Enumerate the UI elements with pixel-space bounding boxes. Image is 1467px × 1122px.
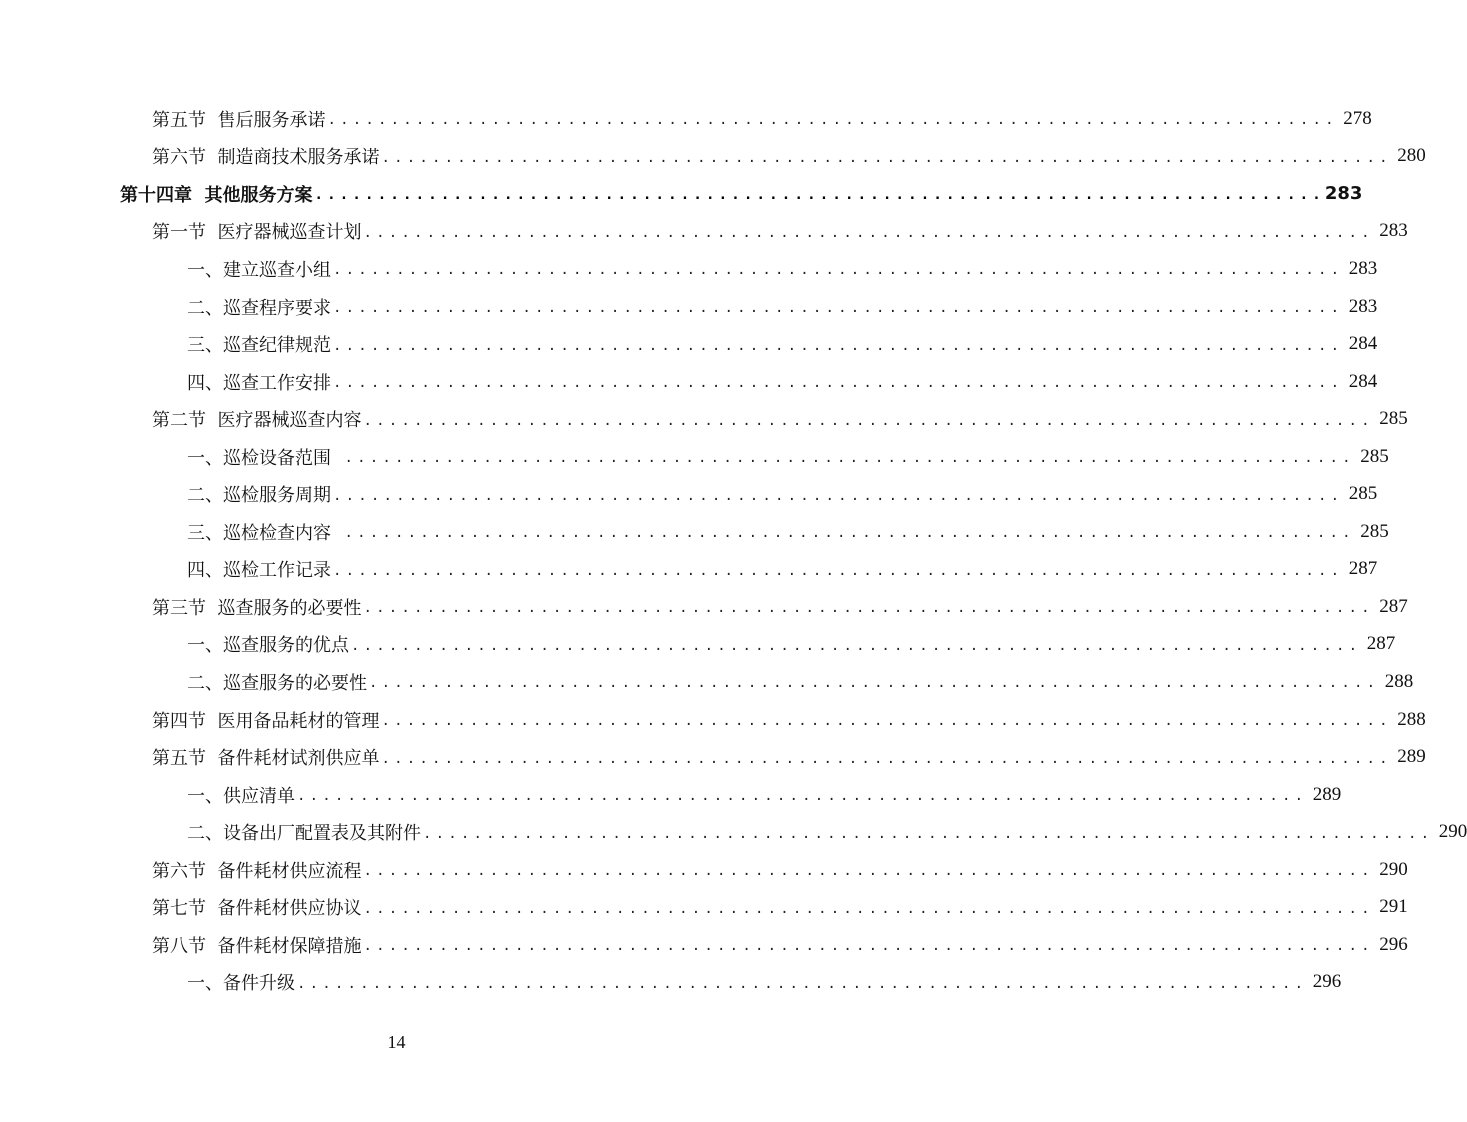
toc-entry-page-number: 288 <box>1397 708 1426 730</box>
toc-section-entry[interactable] <box>0 588 1408 626</box>
toc-leader-dots: ................................................................................ <box>381 149 1392 166</box>
toc-entry-title: 第二节 医疗器械巡查内容 <box>152 410 362 432</box>
toc-item-entry[interactable] <box>0 250 1378 288</box>
toc-item-entry[interactable] <box>0 438 1389 476</box>
toc-entry-page-number: 289 <box>1312 783 1342 805</box>
toc-leader-dots: ................................................................................ <box>297 788 1308 805</box>
toc-leader-dots: ................................................................................ <box>363 412 1374 429</box>
toc-leader-dots: ................................................................................ <box>381 750 1392 767</box>
toc-entry-title: 四、巡查工作安排 <box>187 372 331 394</box>
toc-leader-dots: ................................................................................ <box>297 975 1308 992</box>
toc-entry-page-number: 285 <box>1348 483 1378 505</box>
toc-entry-page-number: 290 <box>1379 858 1408 880</box>
toc-item-entry[interactable] <box>0 964 1342 1002</box>
toc-section-entry[interactable] <box>0 701 1426 739</box>
toc-entry-title: 二、设备出厂配置表及其附件 <box>187 823 421 845</box>
toc-leader-dots: ................................................................................ <box>381 713 1392 730</box>
table-of-contents <box>0 100 1467 1001</box>
toc-entry-title: 第五节 备件耗材试剂供应单 <box>152 748 380 770</box>
toc-section-entry[interactable] <box>0 926 1408 964</box>
toc-entry-page-number: 283 <box>1348 257 1378 279</box>
toc-entry-page-number: 289 <box>1397 746 1426 768</box>
toc-entry-title: 三、巡检检查内容 <box>187 522 343 544</box>
toc-item-entry[interactable] <box>0 551 1378 589</box>
toc-entry-title: 一、建立巡查小组 <box>187 259 331 281</box>
toc-entry-title: 第四节 医用备品耗材的管理 <box>152 710 380 732</box>
toc-section-entry[interactable] <box>0 100 1372 138</box>
toc-entry-title: 第五节 售后服务承诺 <box>152 109 326 131</box>
toc-entry-title: 第六节 制造商技术服务承诺 <box>152 147 380 169</box>
toc-entry-page-number: 284 <box>1348 333 1378 355</box>
toc-section-entry[interactable] <box>0 888 1408 926</box>
toc-leader-dots: ................................................................................ <box>363 900 1374 917</box>
toc-entry-page-number: 285 <box>1379 408 1408 430</box>
toc-item-entry[interactable] <box>0 325 1378 363</box>
toc-entry-page-number: 291 <box>1379 896 1408 918</box>
page-number: 14 <box>387 1032 406 1052</box>
toc-entry-page-number: 287 <box>1348 558 1378 580</box>
toc-leader-dots: ................................................................................ <box>333 262 1344 279</box>
toc-entry-title: 第六节 备件耗材供应流程 <box>152 860 362 882</box>
toc-entry-page-number: 283 <box>1379 220 1408 242</box>
toc-entry-title: 第八节 备件耗材保障措施 <box>152 935 362 957</box>
toc-section-entry[interactable] <box>0 213 1408 251</box>
toc-entry-page-number: 285 <box>1360 445 1389 467</box>
toc-entry-page-number: 285 <box>1360 520 1389 542</box>
toc-leader-dots: ................................................................................ <box>344 525 1355 542</box>
toc-item-entry[interactable] <box>0 363 1378 401</box>
toc-leader-dots: ................................................................................ <box>333 375 1344 392</box>
toc-entry-title: 二、巡查程序要求 <box>187 297 331 319</box>
toc-entry-page-number: 287 <box>1366 633 1396 655</box>
toc-chapter-entry[interactable] <box>0 175 1363 213</box>
toc-leader-dots: ................................................................................ <box>333 487 1344 504</box>
toc-entry-page-number: 280 <box>1397 145 1426 167</box>
toc-entry-title: 二、巡检服务周期 <box>187 485 331 507</box>
toc-entry-title: 一、供应清单 <box>187 785 295 807</box>
toc-leader-dots: ................................................................................ <box>351 637 1362 654</box>
toc-item-entry[interactable] <box>0 288 1378 326</box>
toc-entry-title: 三、巡查纪律规范 <box>187 335 331 357</box>
toc-entry-page-number: 283 <box>1324 183 1363 205</box>
toc-entry-title: 第一节 医疗器械巡查计划 <box>152 222 362 244</box>
toc-entry-page-number: 296 <box>1312 971 1342 993</box>
toc-entry-page-number: 284 <box>1348 370 1378 392</box>
toc-entry-title: 一、备件升级 <box>187 973 295 995</box>
toc-entry-title: 第三节 巡查服务的必要性 <box>152 597 362 619</box>
toc-entry-title: 四、巡检工作记录 <box>187 560 331 582</box>
toc-entry-page-number: 290 <box>1438 821 1467 843</box>
toc-leader-dots: ................................................................................ <box>363 224 1374 241</box>
toc-entry-page-number: 283 <box>1348 295 1378 317</box>
toc-leader-dots: ................................................................................ <box>363 938 1374 955</box>
toc-entry-title: 一、巡查服务的优点 <box>187 635 349 657</box>
toc-section-entry[interactable] <box>0 400 1408 438</box>
toc-entry-title: 第七节 备件耗材供应协议 <box>152 898 362 920</box>
toc-entry-title: 第十四章 其他服务方案 <box>120 184 313 206</box>
toc-leader-dots: ................................................................................ <box>333 562 1344 579</box>
toc-item-entry[interactable] <box>0 513 1389 551</box>
toc-leader-dots: ................................................................................ <box>423 825 1434 842</box>
toc-entry-page-number: 288 <box>1384 670 1414 692</box>
toc-leader-dots: ................................................................................ <box>327 112 1338 129</box>
toc-leader-dots: ................................................................................ <box>314 187 1325 204</box>
toc-leader-dots: ................................................................................ <box>344 450 1355 467</box>
toc-item-entry[interactable] <box>0 475 1378 513</box>
toc-section-entry[interactable] <box>0 738 1426 776</box>
toc-leader-dots: ................................................................................ <box>333 300 1344 316</box>
toc-entry-title: 二、巡查服务的必要性 <box>187 672 367 694</box>
toc-leader-dots: ................................................................................ <box>369 675 1380 692</box>
toc-section-entry[interactable] <box>0 138 1426 176</box>
toc-item-entry[interactable] <box>0 626 1396 664</box>
toc-item-entry[interactable] <box>0 813 1467 851</box>
toc-leader-dots: ................................................................................ <box>363 863 1374 880</box>
toc-item-entry[interactable] <box>0 663 1414 701</box>
toc-leader-dots: ................................................................................ <box>363 600 1374 617</box>
toc-leader-dots: ................................................................................ <box>333 337 1344 354</box>
toc-entry-page-number: 278 <box>1343 107 1372 129</box>
toc-item-entry[interactable] <box>0 776 1342 814</box>
toc-section-entry[interactable] <box>0 851 1408 889</box>
toc-entry-title: 一、巡检设备范围 <box>187 447 343 469</box>
toc-entry-page-number: 287 <box>1379 595 1408 617</box>
toc-entry-page-number: 296 <box>1379 933 1408 955</box>
